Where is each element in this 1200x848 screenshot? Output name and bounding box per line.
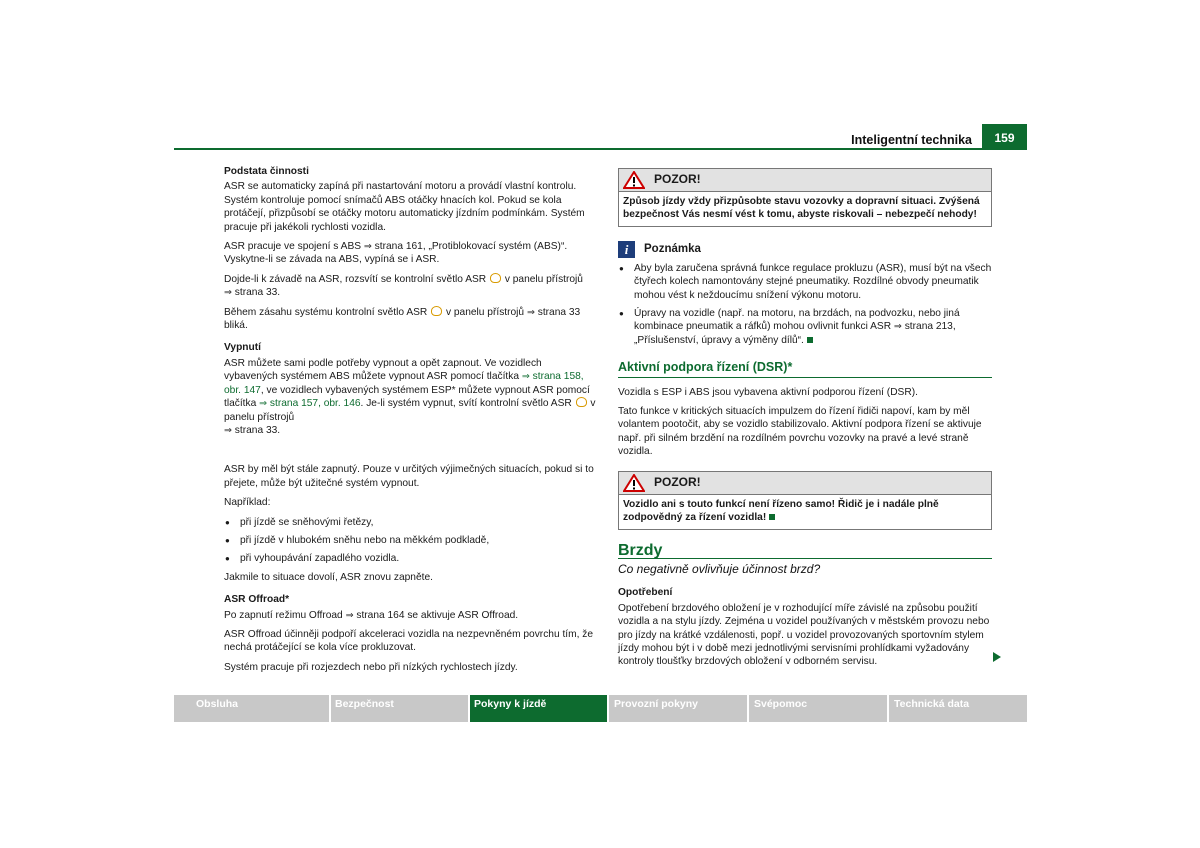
arrow-icon: ⇒ — [224, 424, 232, 436]
tab-bezpecnost[interactable]: Bezpečnost — [331, 695, 468, 722]
right-column — [618, 168, 992, 675]
section-title-opotrebeni: Opotřebení — [618, 587, 673, 599]
continue-arrow-icon — [993, 652, 1001, 662]
arrow-icon: ⇒ — [259, 398, 268, 410]
list-item: ● při vyhoupávání zapadlého vozidla. — [224, 552, 598, 565]
page-number: 159 — [982, 124, 1027, 148]
arrow-icon: ⇒ — [345, 609, 354, 621]
section-heading-brzdy: Brzdy — [618, 544, 992, 559]
end-of-section-icon — [769, 514, 775, 520]
warning-title: POZOR! — [654, 172, 701, 187]
list-item: ● při jízdě v hlubokém sněhu nebo na měkkém podkladě, — [224, 534, 598, 547]
note-title: Poznámka — [644, 242, 701, 255]
warning-triangle-icon — [623, 474, 645, 492]
warning-box — [618, 471, 992, 530]
warning-box — [618, 168, 992, 227]
tab-obsluha[interactable]: Obsluha — [174, 695, 329, 722]
paragraph: Tato funkce v kritických situacích impulzem do řízení řidiči napoví, kam by měl volantem pootočit, aby se vozidlo stabilizovalo. Aktivní podpora řízení se aktivuje např. při silném brzdění na rozdílném povrchu vozovky na pravé a levé straně vozidla. — [618, 406, 982, 458]
header-rule — [174, 148, 1027, 150]
asr-warning-lamp-icon — [431, 306, 442, 316]
arrow-icon: ⇒ — [893, 321, 902, 333]
paragraph: ASR pracuje ve spojení s ABS ⇒ strana 161, „Protiblokovací systém (ABS)“. Vyskytne-li se závada na ABS, vypíná se i ASR. — [224, 241, 568, 266]
section-title-podstata: Podstata činnosti — [224, 166, 309, 177]
arrow-icon: ⇒ — [363, 241, 372, 253]
tab-svepomoc[interactable]: Svépomoc — [749, 695, 887, 722]
arrow-icon: ⇒ — [521, 371, 530, 383]
info-icon: i — [618, 241, 635, 258]
section-heading-dsr: Aktivní podpora řízení (DSR)* — [618, 361, 992, 377]
warning-text: Způsob jízdy vždy přizpůsobte stavu vozovky a dopravní situaci. Zvýšená bezpečnost Vás nesmí vést k tomu, abyste riskovali – nebezpečí nehody! — [623, 196, 980, 221]
tab-pokyny-k-jizde[interactable]: Pokyny k jízdě — [470, 695, 607, 722]
paragraph: Opotřebení brzdového obložení je v rozhodující míře závislé na způsobu použití vozidla a na stylu jízdy. Zejména u vozidel používaných v městském provozu nebo pro jízdy na krátké vzdálenosti, popř. u vozidel provozovaných sportovním stylem jízdy mohou být i v době mezi jednotlivými servisními prohlídkami vyžadovány kontroly tloušťky brzdových obložení v odborném servisu. — [618, 602, 990, 668]
paragraph: ASR Offroad účinněji podpoří akceleraci vozidla na nezpevněném povrchu tím, že nechá protáčející se kola více prokluzovat. — [224, 628, 594, 654]
paragraph: ASR by měl být stále zapnutý. Pouze v určitých výjimečných situacích, pokud si to přejete, může být užitečné systém vypnout. — [224, 464, 594, 489]
section-subtitle: Co negativně ovlivňuje účinnost brzd? — [618, 561, 821, 576]
warning-text: Vozidlo ani s touto funkcí není řízeno samo! Řidič je i nadále plně zodpovědný za řízení vozidla! — [623, 498, 939, 524]
paragraph: Vozidla s ESP i ABS jsou vybavena aktivní podporou řízení (DSR). — [618, 386, 918, 398]
asr-warning-lamp-icon — [576, 397, 587, 407]
list-item: ● Aby byla zaručena správná funkce regulace prokluzu (ASR), musí být na všech čtyřech kolech namontovány stejné pneumatiky. Rozdílné obvody pneumatik mohou vést k neždoucímu snížení výkonu motoru. — [618, 262, 992, 302]
list-item: ● při jízdě se sněhovými řetězy, — [224, 516, 598, 529]
paragraph: Například: — [224, 497, 271, 509]
note-header — [618, 241, 992, 258]
warning-title: POZOR! — [654, 474, 701, 489]
end-of-section-icon — [807, 337, 813, 343]
arrow-icon: ⇒ — [526, 306, 535, 318]
paragraph: Jakmile to situace dovolí, ASR znovu zapněte. — [224, 571, 433, 583]
cross-reference-link[interactable]: strana 158, obr. 147 — [224, 371, 584, 396]
footer-tabs — [174, 695, 1027, 722]
paragraph: Dojde-li k závadě na ASR, rozsvítí se kontrolní světlo ASR v panelu přístrojů ⇒ strana 33. — [224, 273, 583, 299]
section-title-vypnuti: Vypnutí — [224, 342, 261, 354]
arrow-icon: ⇒ — [224, 287, 232, 299]
paragraph: Systém pracuje při rozjezdech nebo při nízkých rychlostech jízdy. — [224, 661, 518, 673]
paragraph: ASR můžete sami podle potřeby vypnout a opět zapnout. Ve vozidlech vybavených systémem ABS můžete vypnout ASR pomocí tlačítka ⇒ strana 158, obr. 147, ve vozidlech vybavených systémem ESP* můžete vypnout ASR pomocí tlačítka ⇒ strana 157, obr. 146. Je-li systém vypnut, svítí kontrolní světlo ASR v panelu přístrojů ⇒ strana 33. — [224, 357, 596, 436]
list-item: ● Úpravy na vozidle (např. na motoru, na brzdách, na podvozku, nebo jiná kombinace pneumatik a ráfků) mohou ovlivnit funkci ASR ⇒ strana 213, „Příslušenství, úpravy a výměny dílů“. — [618, 307, 992, 347]
paragraph: Během zásahu systému kontrolní světlo ASR v panelu přístrojů ⇒ strana 33 bliká. — [224, 306, 581, 332]
cross-reference-link[interactable]: strana 157, obr. 146 — [269, 398, 361, 410]
tab-technicka-data[interactable]: Technická data — [889, 695, 1027, 722]
asr-warning-lamp-icon — [490, 273, 501, 283]
tab-provozni-pokyny[interactable]: Provozní pokyny — [609, 695, 747, 722]
chapter-title: Inteligentní technika — [851, 133, 972, 147]
paragraph: ASR se automaticky zapíná při nastartování motoru a provádí vlastní kontrolu. Systém kontroluje pomocí snímačů ABS otáčky hnacích kol. Pokud se kola protáčejí, přizpůsobí se otáčky motoru automaticky jízdním podmínkám. Systém pracuje při jakékoli rychlosti vozidla. — [224, 181, 585, 233]
paragraph: Po zapnutí režimu Offroad ⇒ strana 164 se aktivuje ASR Offroad. — [224, 609, 519, 621]
section-title-asr-offroad: ASR Offroad* — [224, 594, 290, 606]
left-column — [224, 165, 598, 680]
warning-triangle-icon — [623, 171, 645, 189]
